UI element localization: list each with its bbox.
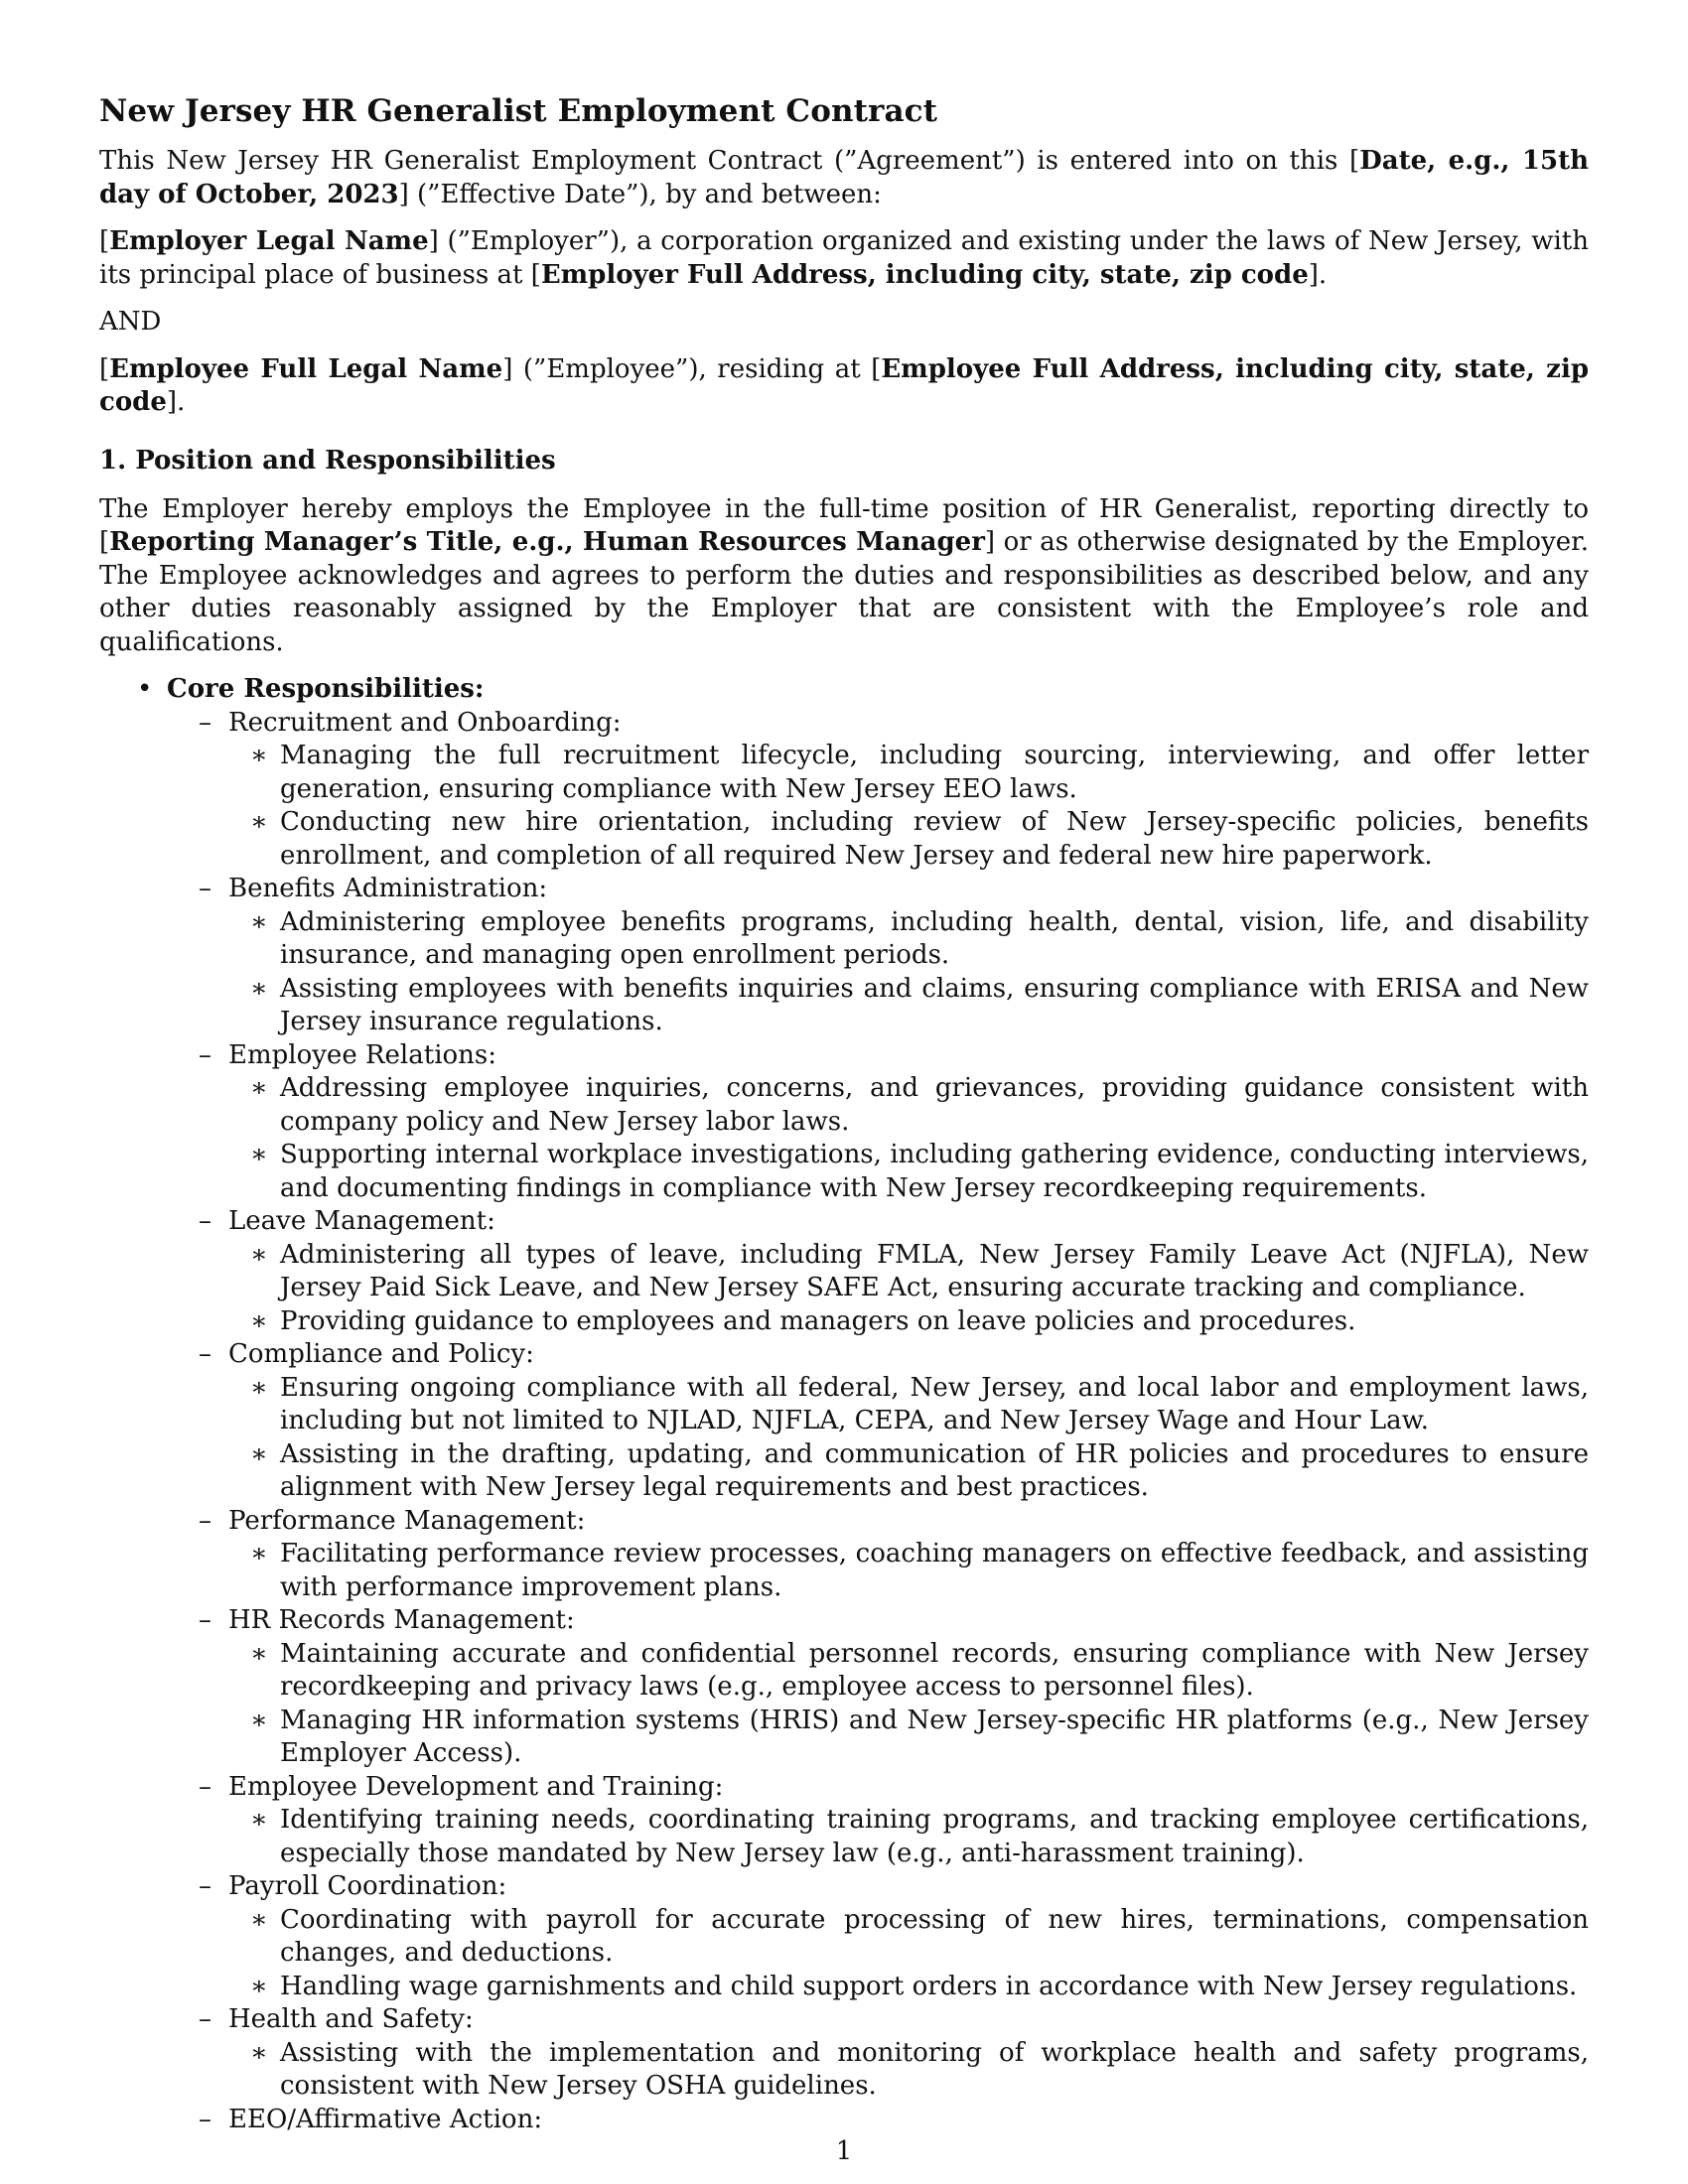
employee-text-1: [ [99,353,110,384]
core-responsibilities-item [137,673,1589,2136]
star-marker: ∗ [250,807,268,837]
responsibility-items [228,1904,1589,2004]
responsibilities-list [99,673,1589,2136]
star-marker: ∗ [250,1073,268,1103]
star-marker: ∗ [250,1705,268,1735]
effective-date-placeholder: Date, e.g., 15th day of October, 2023 [99,146,1590,209]
intro-paragraph [99,145,1589,211]
and-separator: AND [99,307,162,337]
star-marker: ∗ [250,1239,268,1270]
responsibility-items [228,1239,1589,1339]
responsibility-item [250,1538,1589,1604]
employee-text-3: ]. [166,387,186,417]
responsibility-item-text: Handling wage garnishments and child support orders in accordance with New Jersey regulations. [280,1971,1578,2001]
responsibility-group [199,1338,1589,1505]
bullet-marker: • [137,674,153,704]
intro-text-1: This New Jersey HR Generalist Employment Contract (”Agreement”) is entered into on this [ [99,146,1360,176]
responsibility-item-text: Providing guidance to employees and managers on leave policies and procedures. [280,1305,1356,1336]
responsibility-items [228,740,1589,873]
employer-paragraph [99,225,1589,292]
section-heading-position: 1. Position and Responsibilities [99,445,556,476]
core-responsibilities-label: Core Responsibilities: [167,674,485,704]
responsibility-item [250,1239,1589,1305]
responsibility-item-text: Administering all types of leave, including FMLA, New Jersey Family Leave Act (NJFLA), New Jersey Paid Sick Leave, and New Jersey SAFE Act, ensuring accurate tracking and compliance. [280,1239,1589,1302]
employer-text-2: ] (”Employer”), a corporation organized and existing under the laws of New Jersey, with its principal place of business at [ [99,226,1589,290]
responsibility-group-label: Health and Safety: [228,2004,474,2034]
dash-marker: – [199,707,211,738]
dash-marker: – [199,2004,211,2034]
star-marker: ∗ [250,1305,268,1336]
responsibility-item-text: Addressing employee inquiries, concerns, and grievances, providing guidance consistent with company policy and New Jersey labor laws. [280,1073,1589,1137]
responsibility-group-label: Compliance and Policy: [228,1339,534,1369]
responsibility-item [250,2037,1589,2104]
responsibility-item-text: Ensuring ongoing compliance with all federal, New Jersey, and local labor and employment laws, including but not limited to NJLAD, NJFLA, CEPA, and New Jersey Wage and Hour Law. [280,1372,1589,1435]
responsibility-item-text: Maintaining accurate and confidential personnel records, ensuring compliance with New Jersey recordkeeping and privacy laws (e.g., employee access to personnel files). [280,1638,1589,1702]
responsibility-items [228,1538,1589,1604]
responsibility-item [250,1372,1589,1438]
employer-text-3: ]. [1308,259,1328,290]
responsibility-items [228,1072,1589,1205]
star-marker: ∗ [250,1140,268,1169]
dash-marker: – [199,1206,211,1236]
responsibility-group [199,873,1589,1039]
employee-address-placeholder: Employee Full Address, including city, state, zip code [99,353,1589,417]
responsibility-item-text: Managing the full recruitment lifecycle, including sourcing, interviewing, and offer letter generation, ensuring compliance with New Jersey EEO laws. [280,741,1589,804]
document-title: New Jersey HR Generalist Employment Contract [99,93,938,129]
position-paragraph [99,493,1589,660]
responsibility-item-text: Assisting employees with benefits inquiries and claims, ensuring compliance with ERISA and New Jersey insurance regulations. [280,973,1589,1036]
responsibility-items [228,1804,1589,1870]
responsibility-items [228,1372,1589,1505]
dash-marker: – [199,1605,211,1635]
star-marker: ∗ [250,973,268,1004]
dash-marker: – [199,1505,211,1536]
responsibility-group-label: EEO/Affirmative Action: [228,2104,543,2134]
responsibility-group [199,1870,1589,2003]
responsibility-item [250,740,1589,806]
responsibility-item [250,1705,1589,1771]
responsibility-group [199,1505,1589,1605]
employee-text-2: ] (”Employee”), residing at [ [502,353,882,384]
responsibility-item [250,806,1589,873]
dash-marker: – [199,874,211,903]
page-number: 1 [835,2136,853,2166]
responsibility-item-text: Coordinating with payroll for accurate processing of new hires, terminations, compensation changes, and deductions. [280,1904,1589,1968]
responsibility-item [250,1139,1589,1205]
responsibility-item-text: Administering employee benefits programs, including health, dental, vision, life, and disability insurance, and managing open enrollment periods. [280,906,1589,970]
responsibility-items [228,2037,1589,2104]
employee-paragraph [99,353,1589,420]
responsibility-group [199,707,1589,874]
responsibility-items [228,906,1589,1039]
employee-name-placeholder: Employee Full Legal Name [109,353,503,384]
responsibility-item-text: Managing HR information systems (HRIS) and New Jersey-specific HR platforms (e.g., New Jersey Employer Access). [280,1705,1589,1768]
position-text-1: The Employer hereby employs the Employee in the full-time position of HR Generalist, reporting directly to [ [99,493,1589,557]
responsibility-group [199,2003,1589,2104]
responsibility-group-label: Recruitment and Onboarding: [228,707,622,738]
responsibility-item [250,1904,1589,1971]
responsibility-group [199,1039,1589,1206]
position-text-2: ] or as otherwise designated by the Employer. The Employee acknowledges and agrees to perform the duties and responsibilities as described below, and any other duties reasonably assigned by the Employer that are consistent with the Employee’s role and qualifications. [99,527,1589,657]
responsibility-items [228,1638,1589,1771]
responsibility-groups [167,707,1589,2137]
responsibility-item-text: Supporting internal workplace investigations, including gathering evidence, conducting interviews, and documenting findings in compliance with New Jersey recordkeeping requirements. [280,1140,1589,1203]
document-page [99,91,1589,2136]
employer-name-placeholder: Employer Legal Name [109,226,429,256]
responsibility-item-text: Assisting in the drafting, updating, and communication of HR policies and procedures to ensure alignment with New Jersey legal requirements and best practices. [280,1438,1589,1502]
responsibility-item [250,973,1589,1039]
responsibility-item-text: Identifying training needs, coordinating training programs, and tracking employee certifications, especially those mandated by New Jersey law (e.g., anti-harassment training). [280,1805,1589,1868]
star-marker: ∗ [250,1372,268,1403]
star-marker: ∗ [250,741,268,770]
responsibility-group [199,1205,1589,1338]
responsibility-item [250,1438,1589,1505]
responsibility-group-label: Leave Management: [228,1206,495,1236]
responsibility-item-text: Facilitating performance review processes, coaching managers on effective feedback, and assisting with performance improvement plans. [280,1539,1589,1602]
responsibility-group-label: Performance Management: [228,1505,586,1536]
star-marker: ∗ [250,1805,268,1835]
responsibility-group-label: Payroll Coordination: [228,1871,507,1901]
responsibility-group-label: Employee Relations: [228,1039,497,1070]
dash-marker: – [199,1039,211,1070]
responsibility-item-text: Conducting new hire orientation, including review of New Jersey-specific policies, benefits enrollment, and completion of all required New Jersey and federal new hire paperwork. [280,807,1589,871]
dash-marker: – [199,1339,211,1369]
employer-text-1: [ [99,226,110,256]
star-marker: ∗ [250,2037,268,2068]
star-marker: ∗ [250,1904,268,1935]
responsibility-group-label: Employee Development and Training: [228,1771,724,1802]
responsibility-item [250,1971,1589,2004]
responsibility-item [250,1072,1589,1139]
responsibility-item-text: Assisting with the implementation and monitoring of workplace health and safety programs, consistent with New Jersey OSHA guidelines. [280,2037,1589,2101]
star-marker: ∗ [250,1971,268,2001]
responsibility-item [250,1305,1589,1339]
intro-text-2: ] (”Effective Date”), by and between: [398,179,882,209]
dash-marker: – [199,1871,211,1901]
responsibility-group-label: Benefits Administration: [228,874,548,903]
responsibility-group [199,1771,1589,1871]
employer-address-placeholder: Employer Full Address, including city, state, zip code [540,259,1309,290]
responsibility-item [250,1638,1589,1705]
responsibility-group [199,1604,1589,1771]
star-marker: ∗ [250,1638,268,1669]
responsibility-group-label: HR Records Management: [228,1605,575,1635]
star-marker: ∗ [250,906,268,937]
dash-marker: – [199,1771,211,1802]
responsibility-item [250,906,1589,973]
star-marker: ∗ [250,1438,268,1469]
reporting-manager-placeholder: Reporting Manager’s Title, e.g., Human Resources Manager [109,527,985,557]
star-marker: ∗ [250,1539,268,1569]
dash-marker: – [199,2104,211,2134]
responsibility-item [250,1804,1589,1870]
responsibility-group [199,2104,1589,2137]
